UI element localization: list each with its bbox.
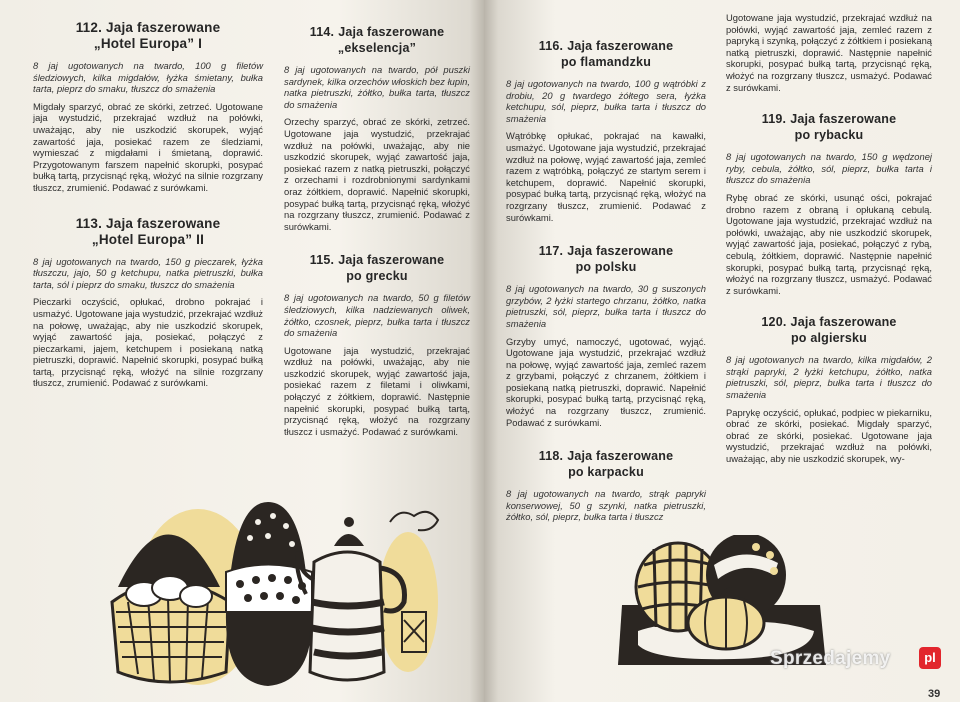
recipe-number: 117. [538, 244, 564, 259]
recipe-title [506, 448, 706, 480]
recipe-title-line: po karpacku [568, 465, 644, 480]
recipe-number: 120. [761, 315, 787, 330]
recipe-preparation: Rybę obrać ze skórki, usunąć ości, pokrajać drobno razem z obraną i opłukaną cebulą. Ugotowane jaja wystudzić, przekrajać wzdłuż na połówki, uważając, aby nie uszkodzić skorupek, wyjąć zawartość jaja, posiekać, połączyć z rybą, cebulą, żółtkiem, doprawić. Następnie napełnić skorupki, posypać bułką tartą, przycisnąć ręką, włożyć na rozgrzany tłuszcz, usmażyć. Podawać z surówkami. [726, 191, 932, 296]
recipe-title [726, 314, 932, 346]
recipe-114 [284, 24, 470, 232]
recipe-title-line: „ekselencja” [337, 41, 417, 55]
recipe-title-line: Jaja faszerowane [338, 25, 445, 39]
watermark-text: Sprzedajemy [770, 648, 891, 669]
recipe-preparation: Ugotowane jaja wystudzić, przekrajać wzdłuż na połówki, wyjąć zawartość jaja, zemleć razem z papryką i szynką, połączyć z żółtkiem i posiekaną natką pietruszki, doprawić. Następnie napełnić skorupki, posypać bułką tartą, przycisnąć ręką, włożyć na rozgrzany tłuszcz, usmażyć. Podawać z surówkami. [726, 12, 932, 93]
recipe-115 [284, 252, 470, 437]
recipe-title [33, 216, 263, 248]
left-page-column-1 [33, 20, 263, 403]
recipe-title [284, 252, 470, 284]
recipe-title-line: po rybacku [794, 128, 864, 143]
recipe-title-line: Jaja faszerowane [338, 253, 445, 268]
recipe-title [506, 38, 706, 70]
dotted-egg-icon [226, 502, 312, 686]
recipe-title-line: po algiersku [790, 331, 868, 346]
recipe-title [506, 243, 706, 275]
recipe-number: 118. [538, 449, 564, 464]
recipe-title-line: po polsku [575, 260, 637, 275]
recipe-title-line: po grecku [346, 269, 408, 284]
recipe-118-continued [726, 12, 932, 93]
recipe-ingredients: 8 jaj ugotowanych na twardo, 30 g suszonych grzybów, 2 łyżki startego chrzanu, żółtko, natka pietruszki, sól, pieprz, bułka tarta i tłuszcz do smażenia [506, 283, 706, 329]
recipe-title-line: Jaja faszerowane [567, 449, 674, 464]
recipe-title [33, 20, 263, 52]
recipe-preparation: Migdały sparzyć, obrać ze skórki, zetrzeć. Ugotowane jaja wystudzić, przekrajać wzdłuż na połówki, uważając, aby nie uszkodzić skorupek, wyjąć zawartość jaja, posiekać razem ze śledziami, wymieszać z migdałami i śmietaną, doprawić. Przygotowanym farszem napełnić skorupki, posypać bułką tartą, przycisnąć ręką, włożyć na silnie rozgrzany tłuszcz, zrumienić. Podawać z surówkami. [33, 100, 263, 193]
recipe-117 [506, 243, 706, 428]
right-page-column-2 [726, 12, 932, 479]
recipe-ingredients: 8 jaj ugotowanych na twardo, 50 g filetów śledziowych, kilka nadziewanych oliwek, żółtko, czosnek, pieprz, bułka tarta i tłuszcz do smażenia [284, 292, 470, 339]
right-page-column-1 [506, 38, 706, 537]
recipe-preparation: Pieczarki oczyścić, opłukać, drobno pokrajać i usmażyć. Ugotowane jaja wystudzić, przekrajać wzdłuż na połowę, uważając, aby nie uszkodzić skorupek, wyjąć zawartość jaja, posiekać, połączyć z pieczarkami, jajem, ketchupem i posiekaną natką pietruszki, doprawić. Napełnić skorupki, posypać bułką tartą, przycisnąć ręką, włożyć na silnie rozgrzany tłuszcz, zrumienić. Podawać z surówkami. [33, 296, 263, 389]
recipe-number: 113. [75, 215, 103, 231]
recipe-title-line: Jaja faszerowane [106, 215, 221, 231]
watermark-badge: pl [919, 647, 941, 669]
recipe-title-line: Jaja faszerowane [106, 20, 221, 35]
recipe-number: 119. [761, 112, 787, 127]
recipe-120 [726, 314, 932, 464]
recipe-title-line: Jaja faszerowane [790, 315, 897, 330]
easter-eggs-illustration [108, 502, 448, 692]
recipe-title [726, 111, 932, 143]
recipe-number: 112. [75, 20, 103, 35]
recipe-ingredients: 8 jaj ugotowanych na twardo, 150 g pieczarek, łyżka tłuszczu, jajo, 50 g ketchupu, natka pietruszki, bułka tarta, sól i pieprz do smaku, tłuszcz do smażenia [33, 255, 263, 290]
recipe-ingredients: 8 jaj ugotowanych na twardo, pół puszki sardynek, kilka orzechów włoskich bez łupin, natka pietruszki, żółtko, bułka tarta, tłuszcz do smażenia [284, 64, 470, 110]
page-number: 39 [928, 688, 941, 700]
recipe-number: 116. [538, 39, 564, 53]
recipe-preparation: Wątróbkę opłukać, pokrajać na kawałki, usmażyć. Ugotowane jaja wystudzić, przekrajać wzdłuż na połowę, wyjąć zawartość jaja, zemleć razem z wątróbką, połączyć ze startym serem i ketchupem, doprawić. Napełnić skorupki, posypać bułką tartą, przycisnąć ręką, włożyć na rozgrzany tłuszcz, zrumienić. Podawać z surówkami. [506, 130, 706, 223]
recipe-number: 114. [309, 25, 335, 39]
recipe-119 [726, 111, 932, 296]
recipe-title-line: Jaja faszerowane [790, 112, 897, 127]
recipe-112 [33, 20, 263, 194]
recipe-118 [506, 448, 706, 523]
recipe-title-line: Jaja faszerowane [567, 39, 674, 53]
recipe-ingredients: 8 jaj ugotowanych na twardo, strąk papryki konserwowej, 50 g szynki, natka pietruszki, żółtko, sól, pieprz, bułka tarta i tłuszcz [506, 488, 706, 523]
recipe-preparation: Grzyby umyć, namoczyć, ugotować, wyjąć. Ugotowane jaja wystudzić, przekrajać wzdłuż na połowę, wyjąć zawartość jaja, zemleć razem z grzybami, połączyć z chrzanem, żółtkiem i posiekaną natką pietruszki, doprawić. Napełnić skorupki, posypać bułką tartą, przycisnąć ręką, włożyć na rozgrzany tłuszcz, zrumienić. Podawać z surówkami. [506, 335, 706, 428]
recipe-number: 115. [309, 253, 335, 268]
recipe-title-line: „Hotel Europa” II [91, 231, 205, 247]
recipe-preparation: Ugotowane jaja wystudzić, przekrajać wzdłuż na połówki, uważając, aby nie uszkodzić skorupek, wyjąć zawartość jaja, posiekać razem z filetami i oliwkami, połączyć z żółtkiem, doprawić. Następnie napełnić skorupki, posypać bułką tartą, przycisnąć ręką, włożyć na rozgrzany tłuszcz i usmażyć. Podawać z surówkami. [284, 344, 470, 437]
recipe-113 [33, 216, 263, 390]
left-page-column-2 [284, 24, 470, 451]
recipe-preparation: Orzechy sparzyć, obrać ze skórki, zetrzeć. Ugotowane jaja wystudzić, przekrajać wzdłuż na połówki, uważając, aby nie uszkodzić skorupek, wyjąć zawartość jaja, posiekać razem z natką pietruszki, połączyć z orzechami i rozdrobnionymi sardynkami oraz żółtkiem, doprawić. Napełnić skorupki, posypać bułką tartą, przycisnąć ręką, włożyć na rozgrzany tłuszcz, zrumienić. Podawać z surówkami. [284, 116, 470, 232]
recipe-116 [506, 38, 706, 223]
recipe-ingredients: 8 jaj ugotowanych na twardo, kilka migdałów, 2 strąki papryki, 2 łyżki ketchupu, żółtko, natka pietruszki, sól, pieprz, bułka tarta i tłuszcz do smażenia [726, 354, 932, 401]
recipe-preparation: Paprykę oczyścić, opłukać, podpiec w piekarniku, obrać ze skórki, posiekać. Migdały sparzyć, obrać ze skórki, posiekać. Ugotowane jaja wystudzić, przekrajać wzdłuż na połówki, uważając, aby nie uszkodzić skorupek, wy- [726, 406, 932, 465]
recipe-title [284, 24, 470, 56]
recipe-ingredients: 8 jaj ugotowanych na twardo, 100 g wątróbki z drobiu, 20 g twardego żółtego sera, łyżka ketchupu, sól, pieprz, bułka tarta i tłuszcz do smażenia [506, 78, 706, 124]
recipe-title-line: po flamandzku [560, 55, 652, 69]
recipe-ingredients: 8 jaj ugotowanych na twardo, 100 g filetów śledziowych, kilka migdałów, łyżka śmietany, bułka tarta, pieprz do smaku, tłuszcz do smażenia [33, 60, 263, 95]
recipe-title-line: Jaja faszerowane [567, 244, 674, 259]
recipe-ingredients: 8 jaj ugotowanych na twardo, 150 g wędzonej ryby, cebula, żółtko, sól, pieprz, bułka tarta i tłuszcz do smażenia [726, 151, 932, 186]
recipe-title-line: „Hotel Europa” I [93, 36, 203, 51]
